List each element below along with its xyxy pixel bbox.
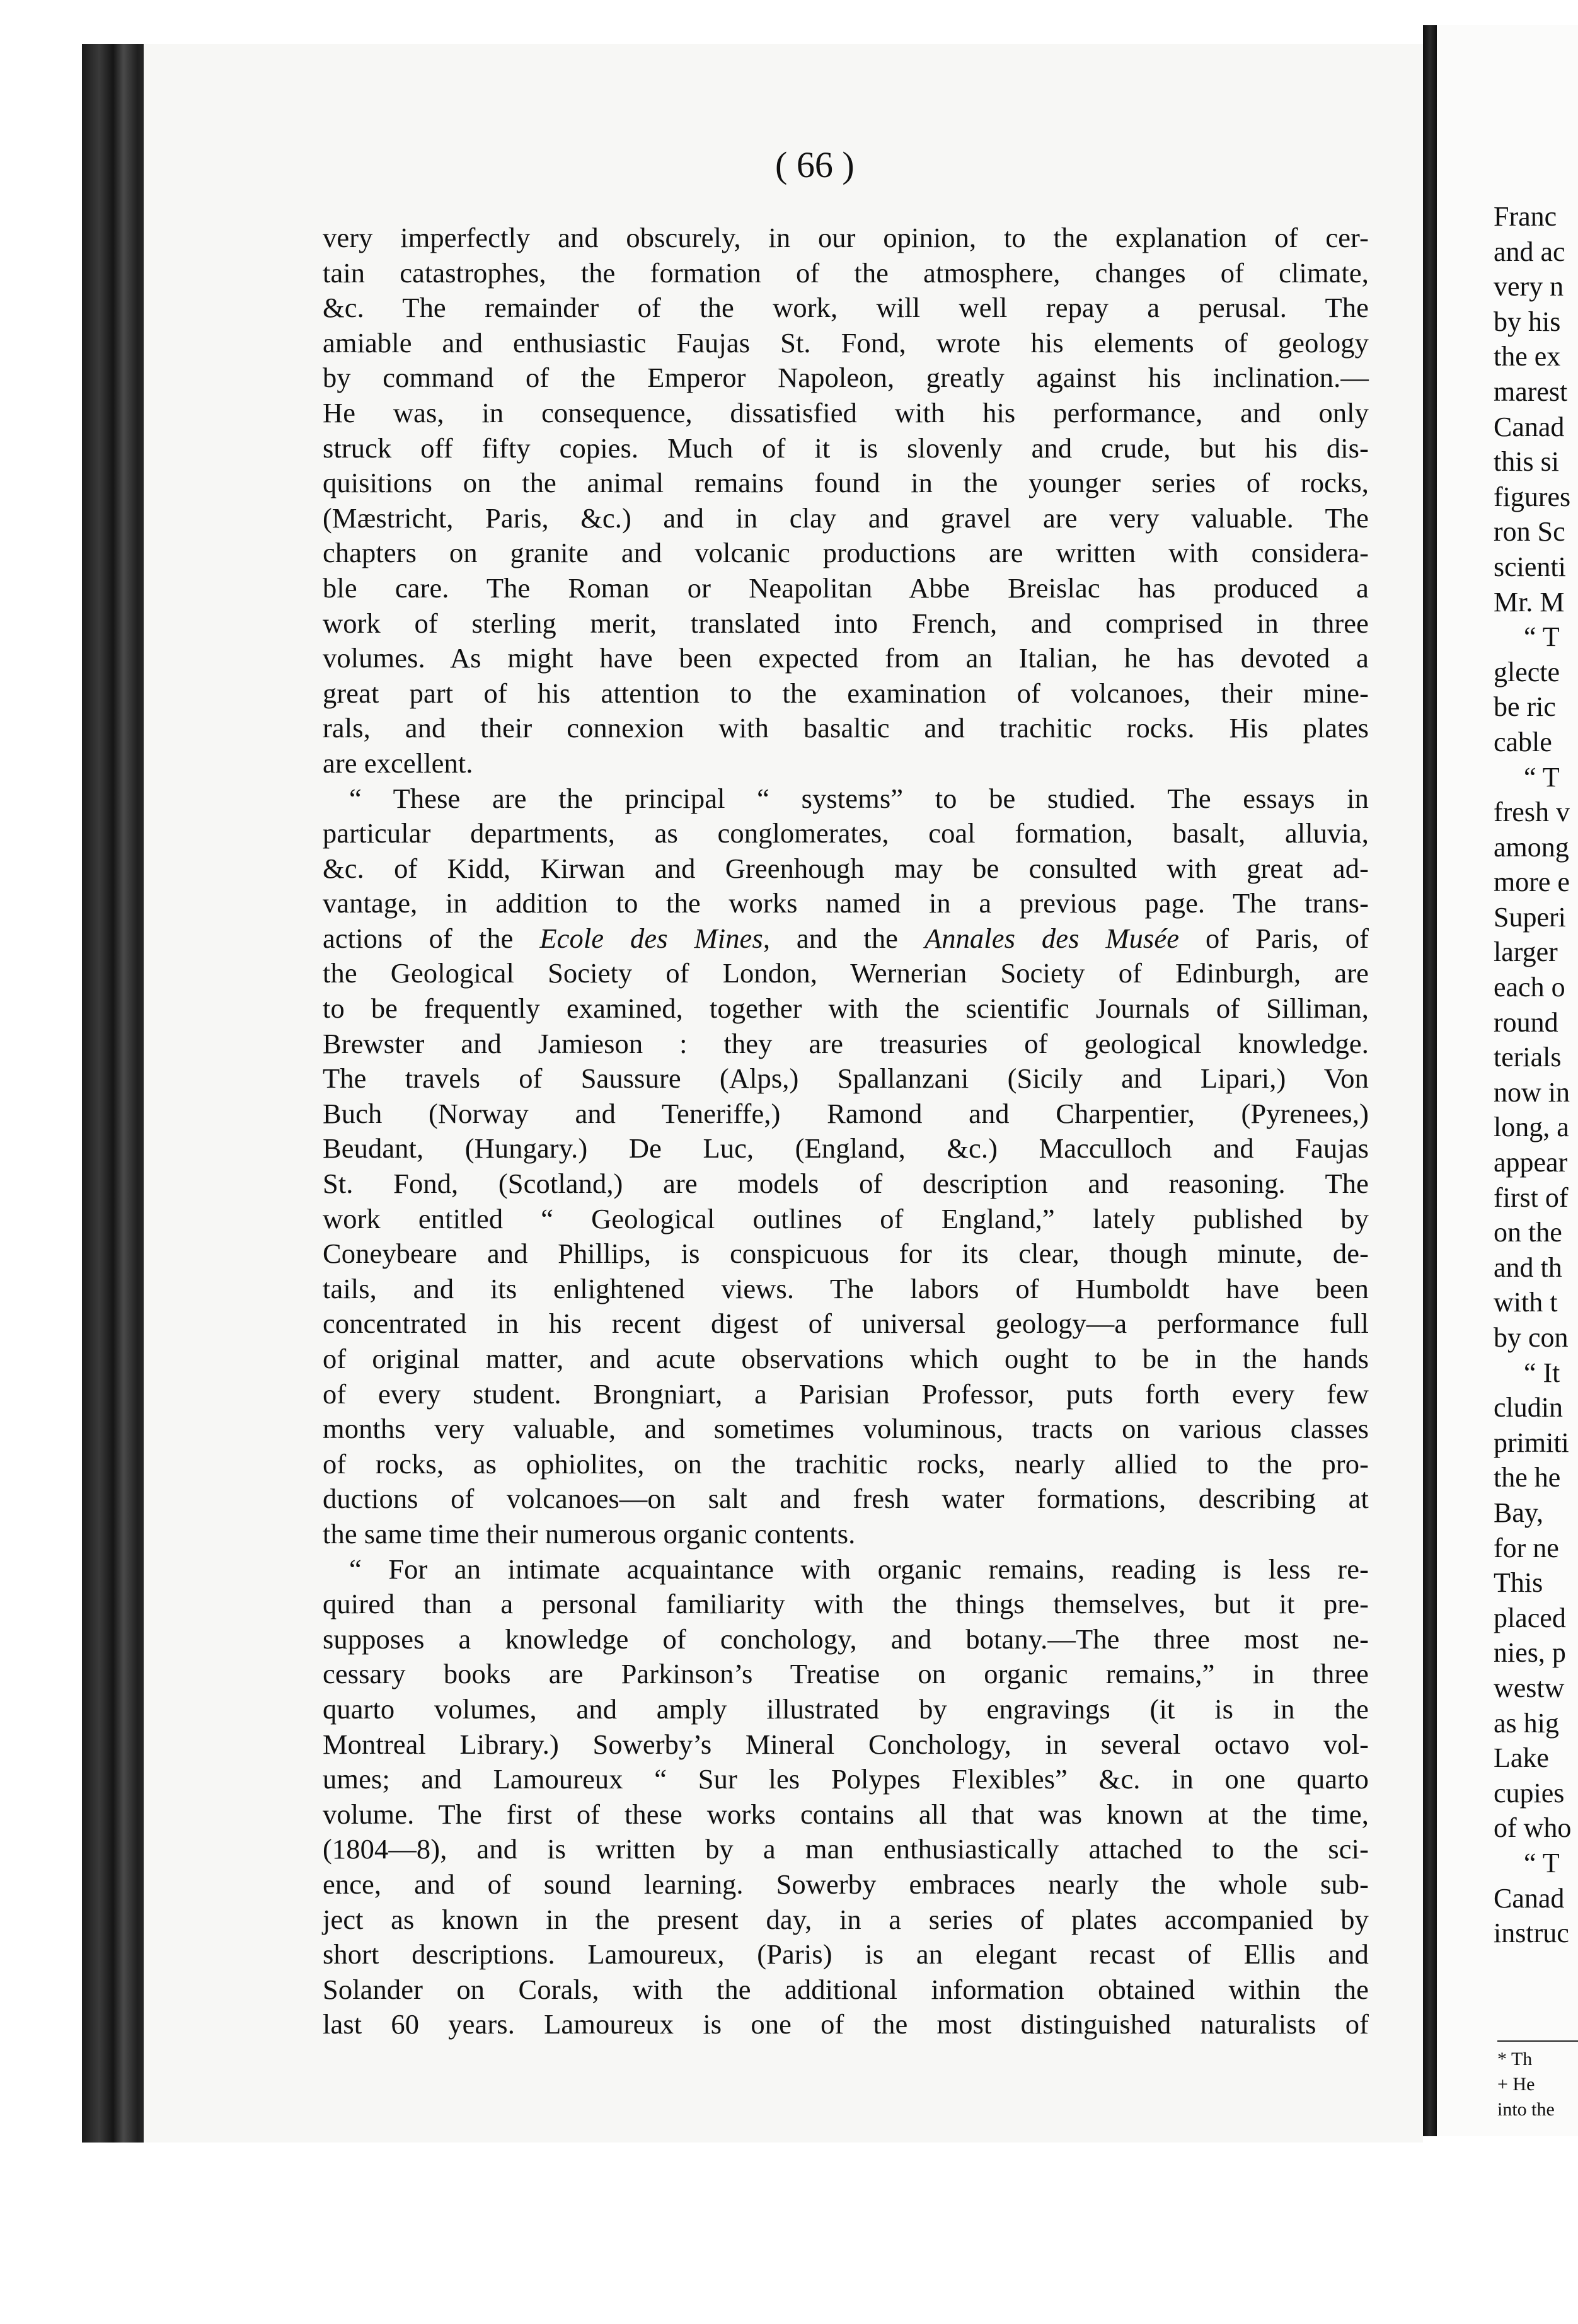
text-line: rals, and their connexion with basaltic and trachitic rocks. His plates [323,712,1369,744]
right-text-fragment: nies, p [1494,1637,1566,1669]
right-text-fragment: round [1494,1006,1558,1038]
right-text-fragment: “ It [1524,1357,1560,1388]
right-page-footnotes [1497,2047,1578,2122]
right-text-fragment: instruc [1494,1918,1569,1949]
text-line: Beudant, (Hungary.) De Luc, (England, &c.) Macculloch and Faujas [323,1132,1369,1165]
footnote-fragment: + He [1497,2074,1535,2095]
right-text-fragment: placed [1494,1602,1566,1633]
text-line: (Mæstricht, Paris, &c.) and in clay and gravel are very valuable. The [323,502,1369,534]
text-line: tails, and its enlightened views. The labors of Humboldt have been [323,1272,1369,1304]
right-text-fragment: figures [1494,481,1571,512]
text-line: actions of the Ecole des Mines, and the Annales des Musée of Paris, of [323,922,1369,954]
text-line: volume. The first of these works contains all that was known at the time, [323,1798,1369,1830]
right-text-fragment: the he [1494,1462,1561,1493]
text-line: St. Fond, (Scotland,) are models of description and reasoning. The [323,1168,1369,1200]
right-text-fragment: more e [1494,866,1570,898]
text-line: tain catastrophes, the formation of the atmosphere, changes of climate, [323,256,1369,289]
book-binding-edge [82,44,151,2143]
text-line: great part of his attention to the examination of volcanoes, their mine- [323,677,1369,709]
right-page-text-fragments [1494,199,1578,1951]
text-line: very imperfectly and obscurely, in our opinion, to the explanation of cer- [323,222,1369,253]
right-text-fragment: westw [1494,1672,1565,1703]
right-text-fragment: long, a [1494,1112,1569,1143]
right-text-fragment: by his [1494,306,1561,337]
text-line: quarto volumes, and amply illustrated by engravings (it is in the [323,1693,1369,1725]
text-line: quired than a personal familiarity with the things themselves, but it pre- [323,1588,1369,1620]
right-text-fragment: appear [1494,1147,1568,1178]
right-text-fragment: the ex [1494,341,1561,372]
text-line: chapters on granite and volcanic productions are written with considera- [323,537,1369,569]
text-line: ble care. The Roman or Neapolitan Abbe Breislac has produced a [323,572,1369,604]
text-line: concentrated in his recent digest of universal geology—a performance full [323,1308,1369,1340]
text-line: (1804—8), and is written by a man enthusiastically attached to the sci- [323,1833,1369,1865]
footnote-rule [1497,2040,1578,2042]
right-text-fragment: very n [1494,271,1564,302]
right-text-fragment: cable [1494,726,1552,757]
right-text-fragment: first of [1494,1182,1569,1213]
text-line: the Geological Society of London, Wernerian Society of Edinburgh, are [323,957,1369,989]
text-line: by command of the Emperor Napoleon, greatly against his inclination.— [323,362,1369,394]
text-line: volumes. As might have been expected from an Italian, he has devoted a [323,642,1369,674]
text-line: &c. The remainder of the work, will well repay a perusal. The [323,292,1369,324]
right-text-fragment: Franc [1494,201,1557,232]
right-text-fragment: and ac [1494,236,1565,267]
text-line: “ For an intimate acquaintance with organic remains, reading is less re- [349,1553,1369,1585]
text-line: Solander on Corals, with the additional information obtained within the [323,1973,1369,2005]
footnote-fragment: * Th [1497,2049,1533,2069]
right-text-fragment: cupies [1494,1777,1565,1809]
right-text-fragment: Lake [1494,1742,1549,1774]
text-line: short descriptions. Lamoureux, (Paris) is an elegant recast of Ellis and [323,1938,1369,1970]
text-line: of original matter, and acute observations which ought to be in the hands [323,1343,1369,1374]
page-gutter [1423,25,1437,2136]
right-text-fragment: larger [1494,936,1558,968]
right-text-fragment: glecte [1494,656,1560,687]
text-line: He was, in consequence, dissatisfied with his performance, and only [323,396,1369,429]
text-line: Coneybeare and Phillips, is conspicuous for its clear, though minute, de- [323,1238,1369,1270]
text-line: vantage, in addition to the works named in a previous page. The trans- [323,887,1369,919]
right-text-fragment: scienti [1494,551,1566,582]
right-text-fragment: for ne [1494,1532,1559,1563]
text-line: the same time their numerous organic contents. [323,1517,856,1550]
right-text-fragment: with t [1494,1287,1558,1318]
right-text-fragment: each o [1494,972,1565,1003]
text-line: umes; and Lamoureux “ Sur les Polypes Flexibles” &c. in one quarto [323,1763,1369,1795]
text-line: of every student. Brongniart, a Parisian Professor, puts forth every few [323,1378,1369,1410]
right-text-fragment: Bay, [1494,1497,1544,1528]
main-text-column [323,221,1369,2042]
text-line: Buch (Norway and Teneriffe,) Ramond and Charpentier, (Pyrenees,) [323,1097,1369,1129]
text-line: cessary books are Parkinson’s Treatise on organic remains,” in three [323,1658,1369,1690]
text-line: Montreal Library.) Sowerby’s Mineral Conchology, in several octavo vol- [323,1728,1369,1760]
right-text-fragment: by con [1494,1322,1569,1353]
right-text-fragment: cludin [1494,1392,1563,1424]
right-text-fragment: primiti [1494,1427,1569,1458]
right-text-fragment: terials [1494,1042,1562,1073]
right-text-fragment: among [1494,831,1569,863]
right-text-fragment: this si [1494,446,1559,478]
right-text-fragment: and th [1494,1251,1562,1283]
right-text-fragment: Canad [1494,411,1565,442]
right-text-fragment: be ric [1494,691,1556,723]
right-text-fragment: This [1494,1567,1543,1599]
text-line: ject as known in the present day, in a series of plates accompanied by [323,1903,1369,1935]
right-text-fragment: ron Sc [1494,516,1565,548]
text-line: supposes a knowledge of conchology, and botany.—The three most ne- [323,1623,1369,1655]
right-text-fragment: on the [1494,1217,1562,1248]
text-line: months very valuable, and sometimes voluminous, tracts on various classes [323,1413,1369,1445]
right-text-fragment: “ T [1524,1847,1560,1878]
text-line: of rocks, as ophiolites, on the trachitic rocks, nearly allied to the pro- [323,1447,1369,1480]
text-line: ductions of volcanoes—on salt and fresh water formations, describing at [323,1483,1369,1515]
text-line: to be frequently examined, together with the scientific Journals of Silliman, [323,992,1369,1025]
right-text-fragment: Superi [1494,901,1566,933]
text-line: quisitions on the animal remains found in the younger series of rocks, [323,467,1369,499]
text-line: are excellent. [323,747,473,779]
right-text-fragment: now in [1494,1076,1570,1108]
text-line: &c. of Kidd, Kirwan and Greenhough may be consulted with great ad- [323,852,1369,884]
right-text-fragment: of who [1494,1812,1572,1844]
text-line: work entitled “ Geological outlines of England,” lately published by [323,1202,1369,1234]
text-line: amiable and enthusiastic Faujas St. Fond, wrote his elements of geology [323,326,1369,359]
text-line: ence, and of sound learning. Sowerby embraces nearly the whole sub- [323,1868,1369,1900]
right-text-fragment: Canad [1494,1882,1565,1914]
right-text-fragment: “ T [1524,621,1560,653]
footnote-fragment: into the [1497,2099,1555,2120]
text-line: Brewster and Jamieson : they are treasuries of geological knowledge. [323,1027,1369,1059]
right-text-fragment: fresh v [1494,797,1570,828]
text-line: The travels of Saussure (Alps,) Spallanzani (Sicily and Lipari,) Von [323,1062,1369,1095]
text-line: particular departments, as conglomerates, coal formation, basalt, alluvia, [323,817,1369,849]
right-text-fragment: marest [1494,376,1568,407]
text-line: “ These are the principal “ systems” to be studied. The essays in [349,782,1369,814]
page-number: ( 66 ) [775,144,855,185]
text-line: work of sterling merit, translated into French, and comprised in three [323,607,1369,639]
right-text-fragment: Mr. M [1494,586,1565,618]
text-line: last 60 years. Lamoureux is one of the most distinguished naturalists of [323,2008,1369,2040]
right-text-fragment: “ T [1524,761,1560,793]
text-line: struck off fifty copies. Much of it is slovenly and crude, but his dis- [323,432,1369,464]
right-text-fragment: as hig [1494,1707,1559,1739]
